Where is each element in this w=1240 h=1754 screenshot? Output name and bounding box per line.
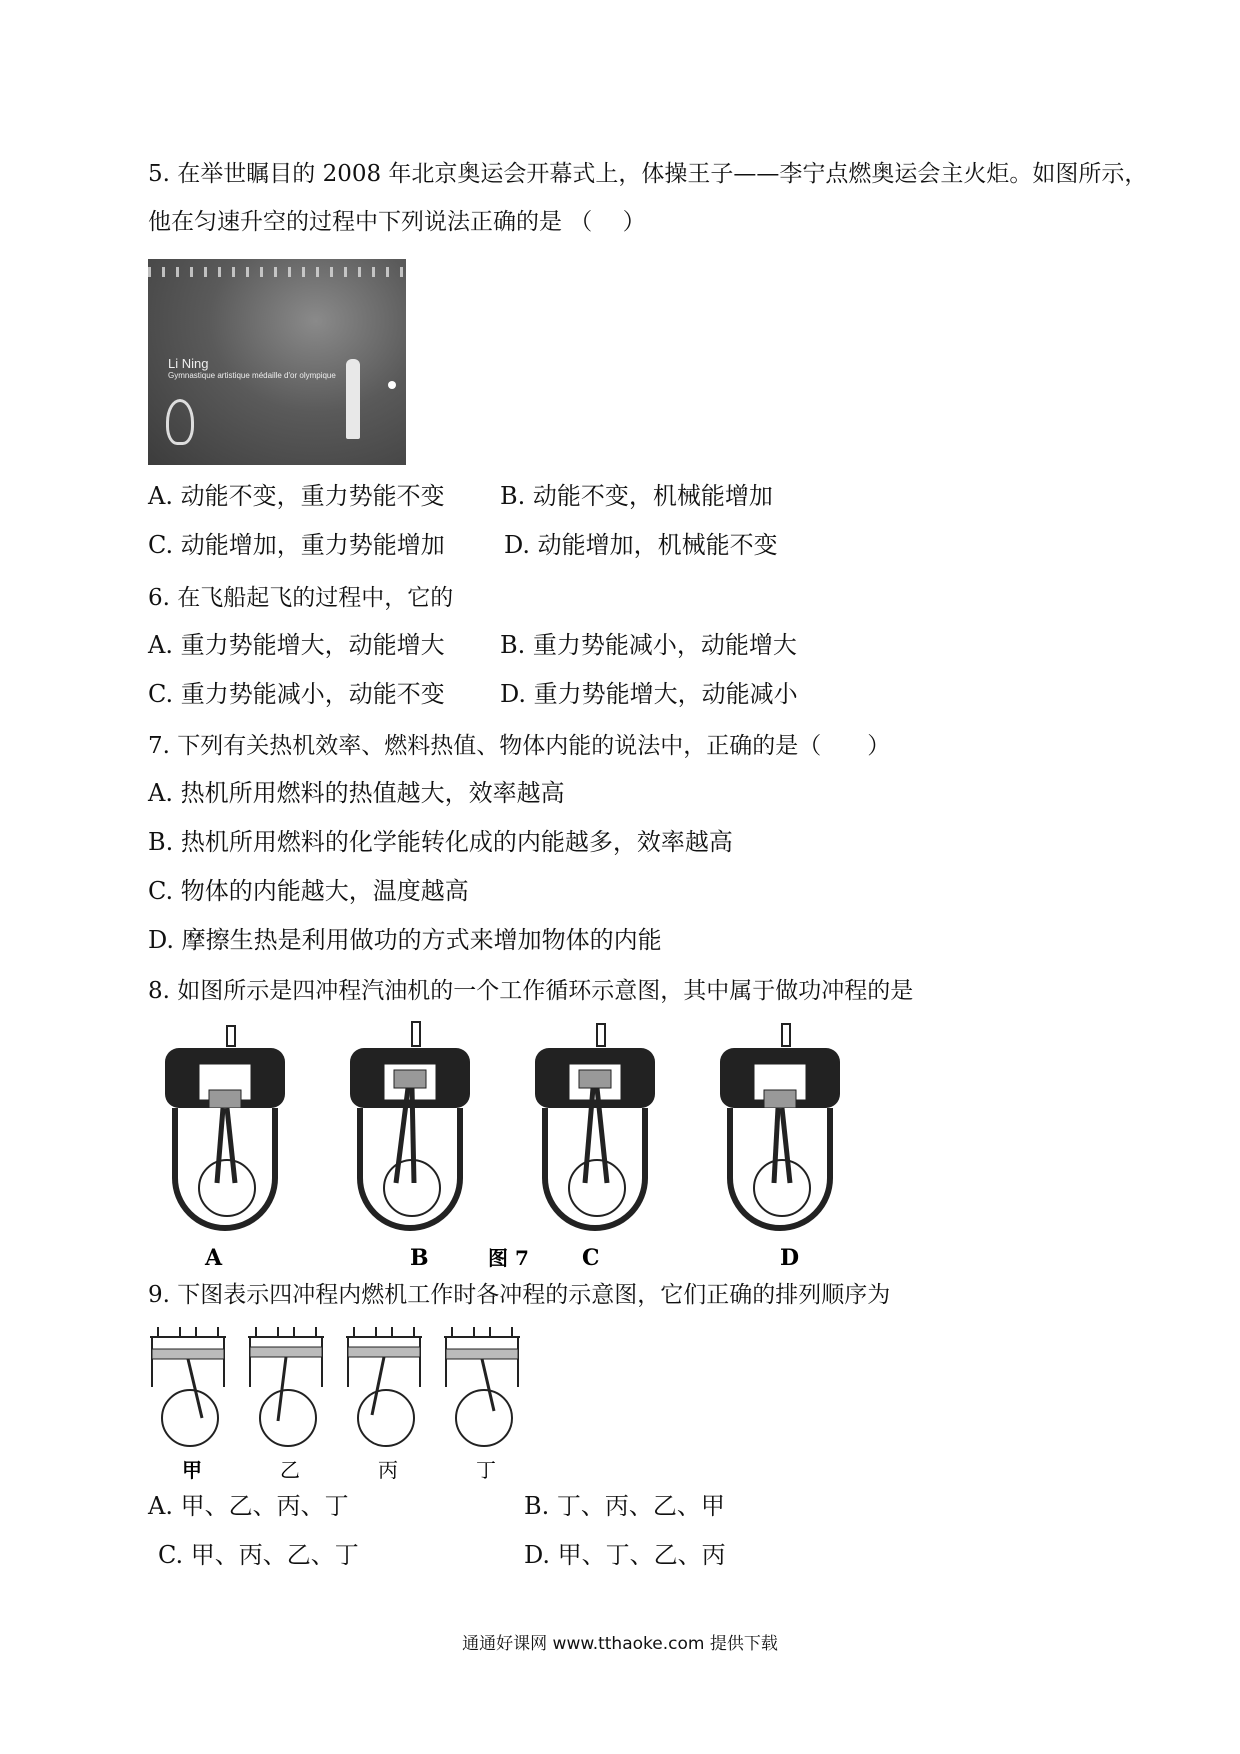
q5-option-d: D. 动能增加，机械能不变: [504, 531, 778, 559]
engine-label-d: D: [780, 1245, 800, 1268]
q5-option-b: B. 动能不变，机械能增加: [500, 482, 773, 510]
q5-option-c: C. 动能增加，重力势能增加: [148, 531, 445, 559]
engine-a: [165, 1026, 285, 1228]
stroke-sequence-figure: [148, 1323, 548, 1483]
q5-stem-line1: 5. 在举世瞩目的 2008 年北京奥运会开幕式上，体操王子——李宁点燃奥运会主火炬。如图所示，: [148, 161, 1148, 187]
q7-option-d: D. 摩擦生热是利用做功的方式来增加物体的内能: [148, 926, 662, 954]
engine-strokes-figure: [150, 1018, 870, 1268]
engine-b: [350, 1022, 470, 1228]
footer-download-note: 通通好课网 www.tthaoke.com 提供下载: [462, 1634, 778, 1654]
engine-label-a: A: [205, 1245, 223, 1268]
q6-option-d: D. 重力势能增大，动能减小: [500, 680, 798, 708]
q9-option-a: A. 甲、乙、丙、丁: [148, 1492, 349, 1520]
q6-stem: 6. 在飞船起飞的过程中，它的: [148, 585, 454, 611]
q6-option-c: C. 重力势能减小，动能不变: [148, 680, 445, 708]
label-bing: 丙: [378, 1458, 398, 1482]
cylinder-ding: [444, 1327, 520, 1446]
q9-option-d: D. 甲、丁、乙、丙: [524, 1541, 726, 1569]
q9-stem: 9. 下图表示四冲程内燃机工作时各冲程的示意图，它们正确的排列顺序为: [148, 1282, 891, 1308]
cylinder-jia: [150, 1327, 226, 1446]
q9-option-b: B. 丁、丙、乙、甲: [524, 1492, 725, 1520]
engine-label-c: C: [582, 1245, 600, 1268]
q5-option-a: A. 动能不变，重力势能不变: [148, 482, 445, 510]
engine-d: [720, 1024, 840, 1228]
q6-option-b: B. 重力势能减小，动能增大: [500, 631, 797, 659]
label-ding: 丁: [476, 1458, 496, 1482]
torch-flame-icon: [388, 381, 396, 389]
q5-stem-line2: 他在匀速升空的过程中下列说法正确的是 （ ）: [148, 209, 646, 235]
q6-option-a: A. 重力势能增大，动能增大: [148, 631, 445, 659]
q9-option-c: C. 甲、丙、乙、丁: [158, 1541, 359, 1569]
q5-photo-caption-name: Li Ning: [168, 356, 209, 371]
cylinder-bing: [346, 1327, 422, 1446]
engine-c: [535, 1024, 655, 1228]
q7-stem: 7. 下列有关热机效率、燃料热值、物体内能的说法中，正确的是（ ）: [148, 733, 891, 759]
label-jia: 甲: [182, 1458, 202, 1482]
figure-label: 图 7: [488, 1246, 529, 1268]
q5-photo: [148, 259, 406, 465]
engine-label-b: B: [410, 1245, 429, 1268]
q7-option-a: A. 热机所用燃料的热值越大，效率越高: [148, 779, 565, 807]
q7-option-c: C. 物体的内能越大，温度越高: [148, 877, 469, 905]
label-yi: 乙: [280, 1458, 300, 1482]
q8-stem: 8. 如图所示是四冲程汽油机的一个工作循环示意图，其中属于做功冲程的是: [148, 978, 914, 1004]
olympic-flame-emblem-icon: [166, 399, 194, 445]
q7-option-b: B. 热机所用燃料的化学能转化成的内能越多，效率越高: [148, 828, 733, 856]
torchbearer-figure: [346, 359, 360, 439]
cylinder-yi: [248, 1327, 324, 1446]
q5-photo-caption-sub: Gymnastique artistique médaille d'or olympique: [168, 371, 336, 380]
